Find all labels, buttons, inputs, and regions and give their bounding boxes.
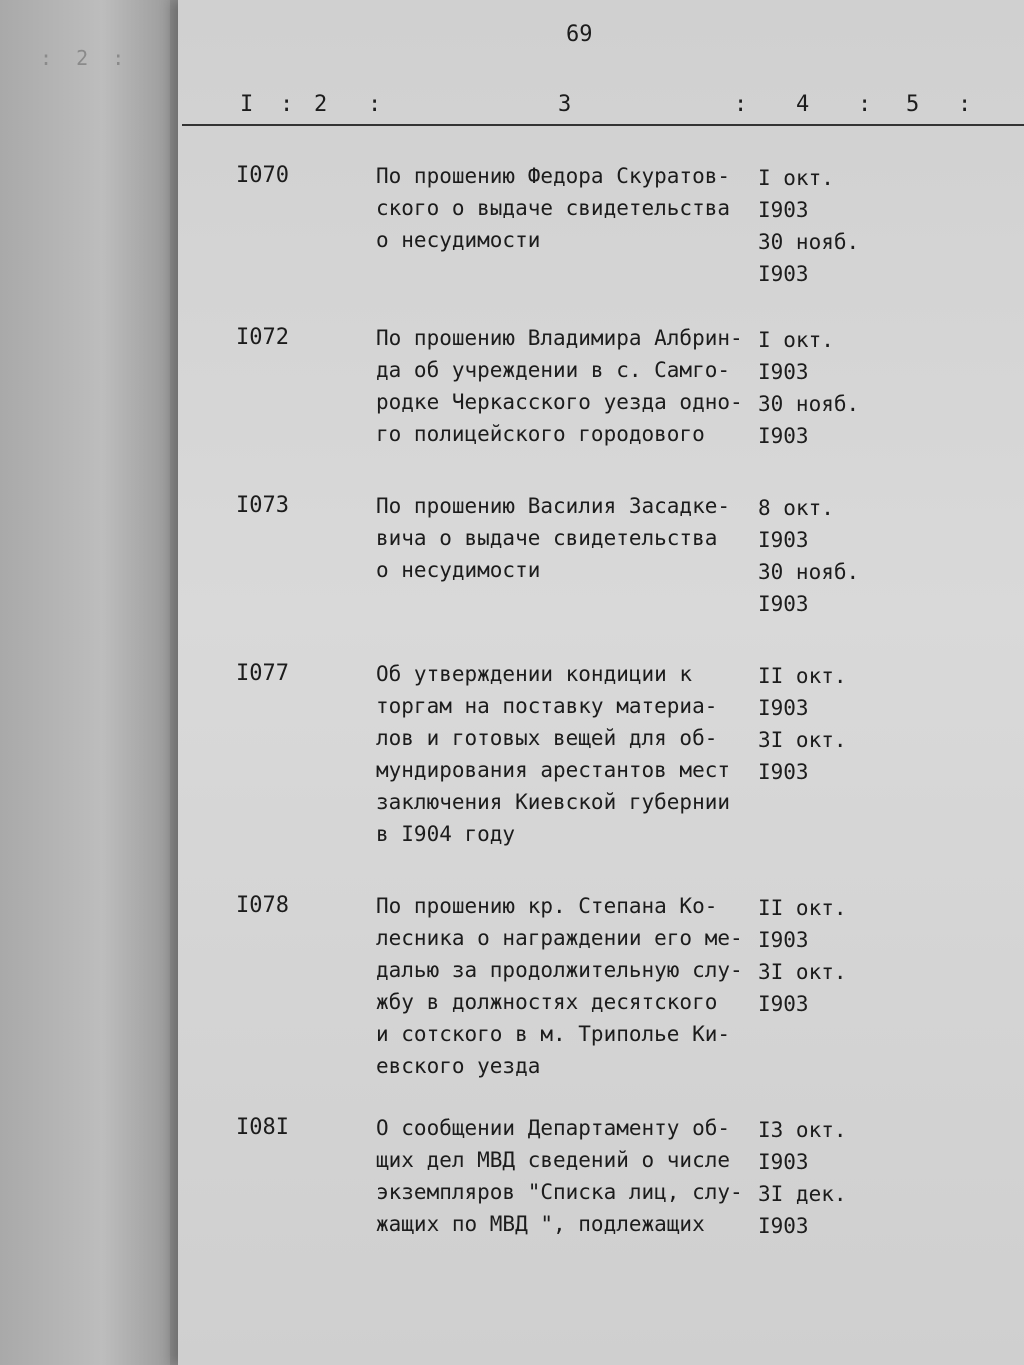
- record-number: I073: [236, 493, 289, 518]
- column-header-3: 3: [558, 92, 572, 117]
- start-year: I903: [758, 198, 809, 222]
- record-title: По прошению Владимира Албрин- да об учреждении в с. Самго- родке Черкасского уезда одно- го полицейского городового: [376, 326, 743, 446]
- record-dates: [758, 892, 878, 1020]
- start-year: I903: [758, 928, 809, 952]
- end-year: I903: [758, 992, 809, 1016]
- start-date: II окт.: [758, 896, 847, 920]
- end-year: I903: [758, 424, 809, 448]
- start-date: II окт.: [758, 664, 847, 688]
- end-date: 30 нояб.: [758, 560, 860, 584]
- start-year: I903: [758, 696, 809, 720]
- record-title: По прошению Федора Скуратов- ского о выдаче свидетельства о несудимости: [376, 164, 731, 252]
- column-header-1: I: [240, 92, 254, 117]
- column-header-separator: :: [958, 92, 972, 117]
- start-date: I окт.: [758, 166, 834, 190]
- start-date: I окт.: [758, 328, 834, 352]
- column-header-4: 4: [796, 92, 810, 117]
- record-number: I078: [236, 893, 289, 918]
- left-page-marks: : 2 :: [40, 46, 125, 70]
- record-dates: [758, 492, 878, 620]
- record-title: По прошению кр. Степана Ко- лесника о награждении его ме- далью за продолжительную слу- жбу в должностях десятского и сотского в м. Триполье Ки- евского уезда: [376, 894, 743, 1078]
- start-year: I903: [758, 528, 809, 552]
- start-year: I903: [758, 360, 809, 384]
- record-dates: [758, 162, 878, 290]
- column-header-separator: :: [734, 92, 748, 117]
- column-header-2: 2: [314, 92, 328, 117]
- start-year: I903: [758, 1150, 809, 1174]
- page-number: 69: [566, 22, 593, 47]
- header-rule: [182, 124, 1024, 126]
- start-date: 8 окт.: [758, 496, 834, 520]
- end-date: 3I дек.: [758, 1182, 847, 1206]
- left-page-edge: [0, 0, 170, 1365]
- record-number: I077: [236, 661, 289, 686]
- column-header-separator: :: [858, 92, 872, 117]
- document-page: [178, 0, 1024, 1365]
- end-year: I903: [758, 760, 809, 784]
- record-dates: [758, 324, 878, 452]
- end-date: 30 нояб.: [758, 230, 860, 254]
- end-date: 3I окт.: [758, 728, 847, 752]
- record-dates: [758, 660, 878, 788]
- column-header-separator: :: [280, 92, 294, 117]
- record-title: По прошению Василия Засадке- вича о выдаче свидетельства о несудимости: [376, 494, 731, 582]
- start-date: I3 окт.: [758, 1118, 847, 1142]
- end-year: I903: [758, 1214, 809, 1238]
- record-title: О сообщении Департаменту об- щих дел МВД сведений о числе экземпляров "Списка лиц, слу- жащих по МВД ", подлежащих: [376, 1116, 743, 1236]
- end-year: I903: [758, 592, 809, 616]
- column-header-separator: :: [368, 92, 382, 117]
- end-year: I903: [758, 262, 809, 286]
- record-number: I08I: [236, 1115, 289, 1140]
- column-header-5: 5: [906, 92, 920, 117]
- record-number: I070: [236, 163, 289, 188]
- end-date: 30 нояб.: [758, 392, 860, 416]
- record-title: Об утверждении кондиции к торгам на поставку материа- лов и готовых вещей для об- мундирования арестантов мест заключения Киевской губернии в I904 году: [376, 662, 731, 846]
- record-number: I072: [236, 325, 289, 350]
- end-date: 3I окт.: [758, 960, 847, 984]
- record-dates: [758, 1114, 878, 1242]
